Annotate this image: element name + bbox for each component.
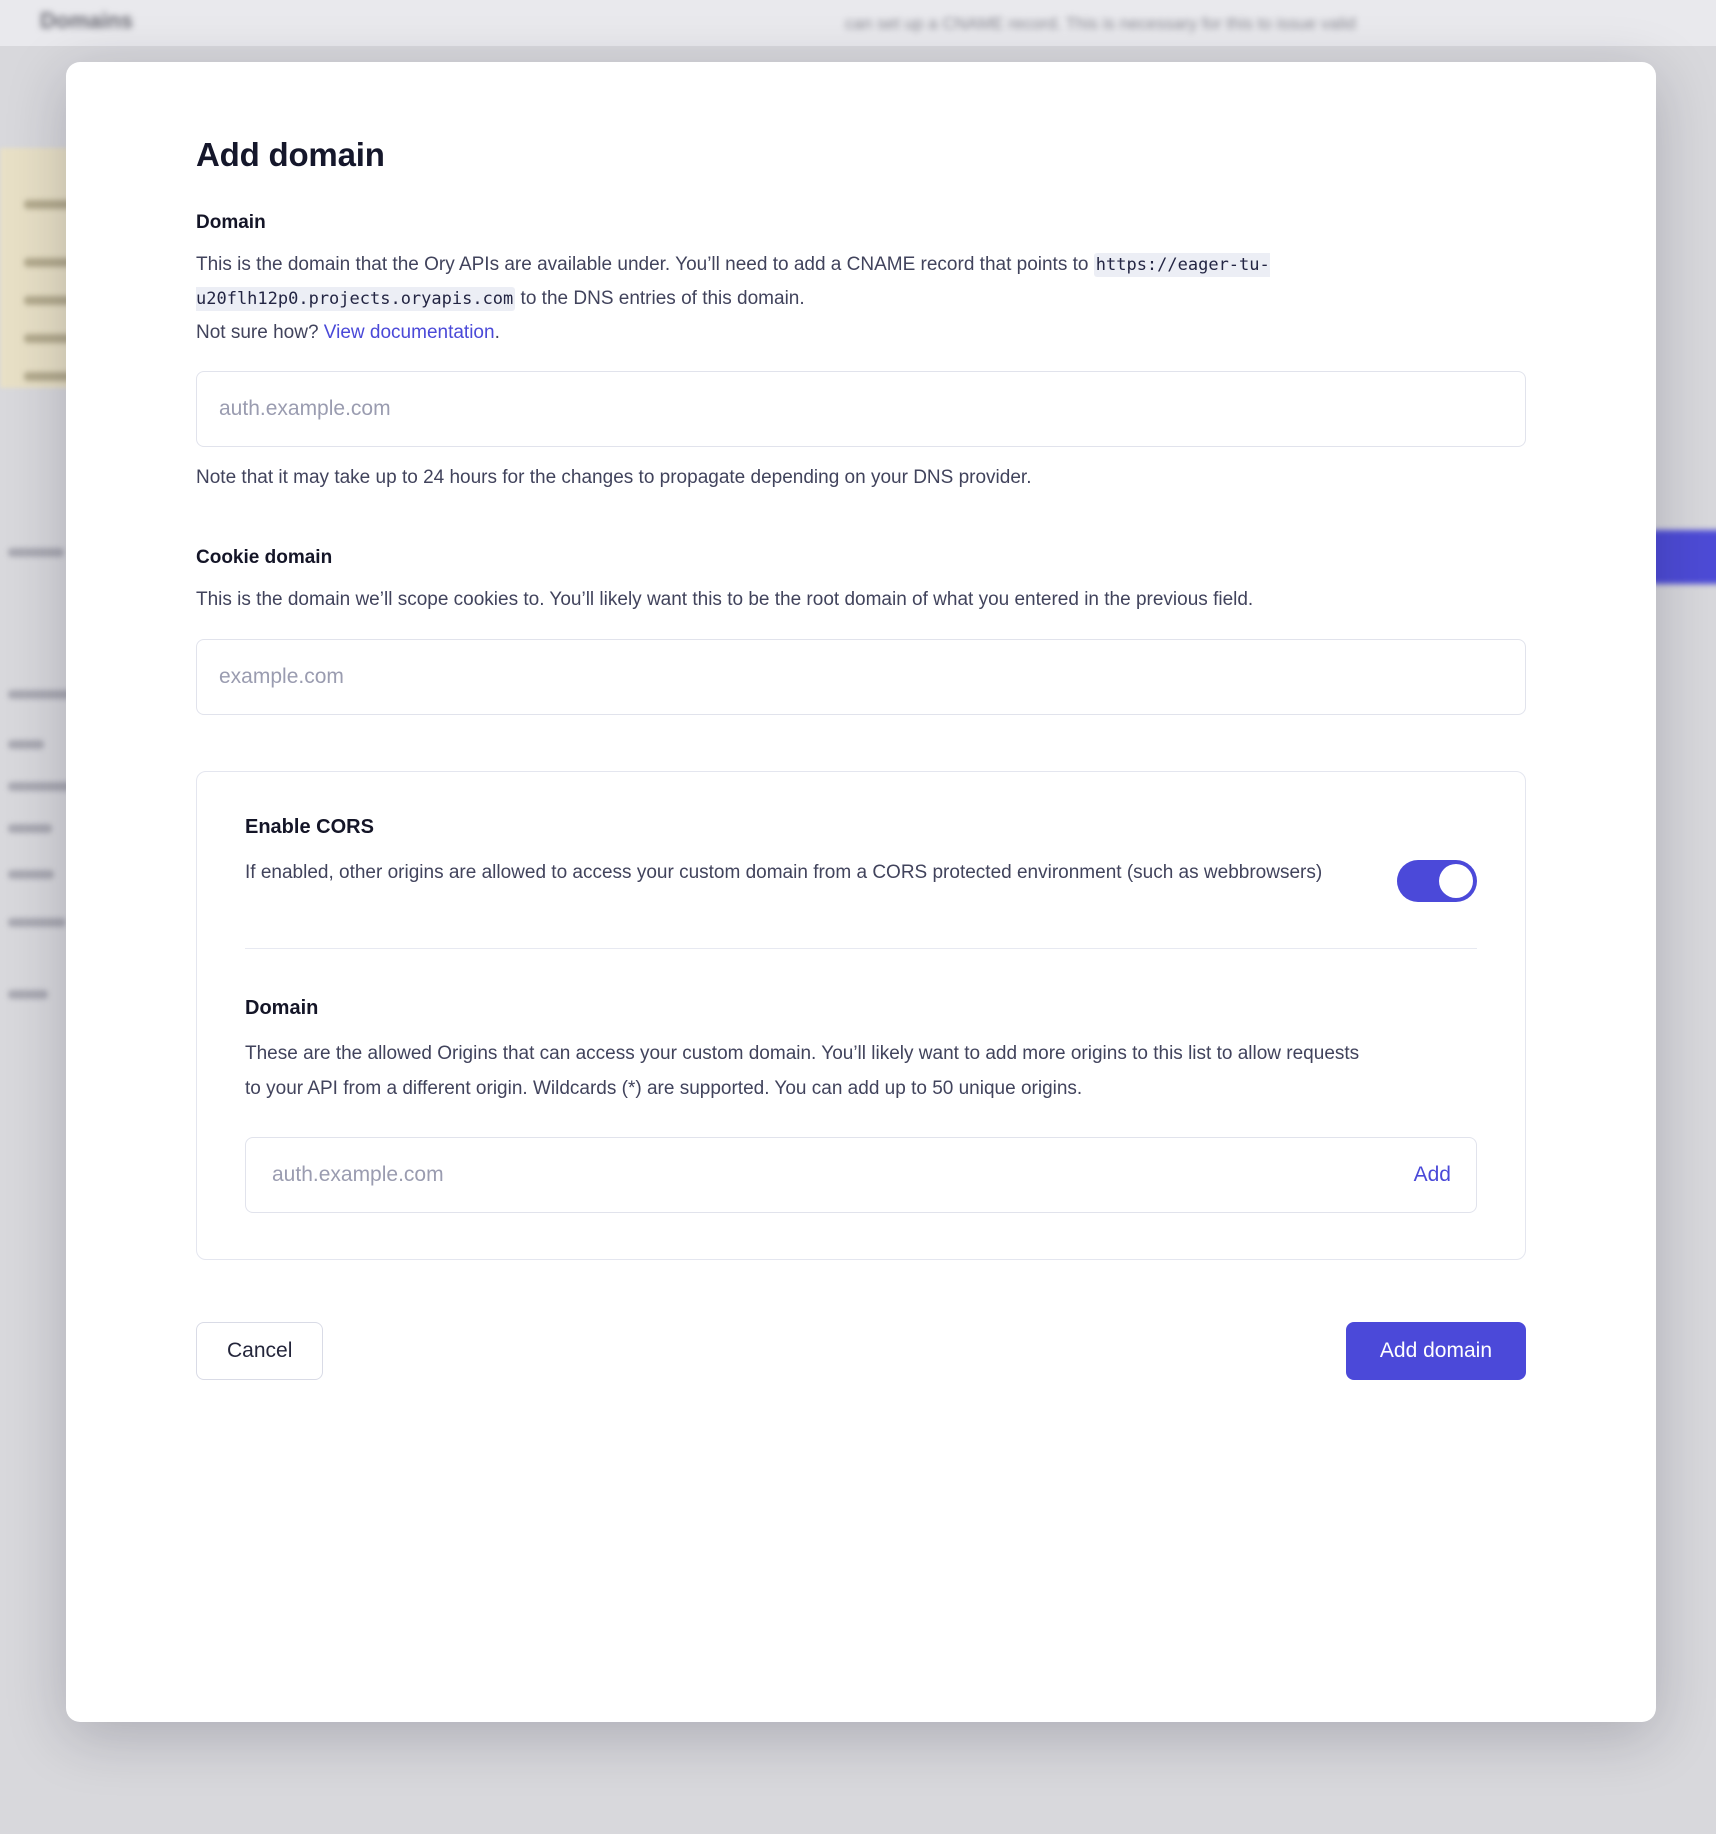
origins-description: These are the allowed Origins that can access your custom domain. You’ll likely want to add more origins to this list to allow requests to your API from a different origin. Wildcards (*) are supported. You can add up to 50 unique origins. xyxy=(245,1043,1360,1100)
origin-input[interactable] xyxy=(245,1137,1477,1213)
add-domain-button[interactable]: Add domain xyxy=(1346,1322,1526,1380)
cookie-domain-field-group xyxy=(196,547,1526,715)
backdrop-decor-line xyxy=(8,824,52,833)
cancel-button[interactable]: Cancel xyxy=(196,1322,323,1380)
domain-input[interactable] xyxy=(196,371,1526,447)
domain-field-group xyxy=(196,212,1526,489)
enable-cors-label: Enable CORS xyxy=(245,816,374,839)
domain-helper-text: Note that it may take up to 24 hours for the changes to propagate depending on your DNS provider. xyxy=(196,467,1032,489)
backdrop-decor-line xyxy=(8,740,44,749)
view-documentation-link[interactable]: View documentation xyxy=(323,321,495,343)
backdrop-decor-line xyxy=(8,918,66,927)
backdrop-page-title: Domains xyxy=(40,8,133,33)
cookie-domain-label: Cookie domain xyxy=(196,547,333,569)
add-origin-button[interactable]: Add xyxy=(1413,1162,1451,1186)
backdrop-decor-line xyxy=(8,548,64,557)
domain-description-part2: to the DNS entries of this domain. xyxy=(515,287,805,309)
add-domain-modal xyxy=(66,62,1656,1722)
not-sure-how-text: Not sure how? xyxy=(196,321,324,343)
modal-title: Add domain xyxy=(196,136,385,173)
backdrop-decor-line xyxy=(8,870,54,879)
backdrop-decor-line xyxy=(8,990,48,999)
backdrop-note-text: can set up a CNAME record. This is necessary for this to issue valid xyxy=(845,14,1356,33)
backdrop-primary-button xyxy=(1648,530,1716,584)
enable-cors-description: If enabled, other origins are allowed to access your custom domain from a CORS protected environment (such as webbrowsers) xyxy=(245,862,1323,884)
toggle-knob-icon xyxy=(1439,864,1473,898)
domain-label: Domain xyxy=(196,212,266,233)
cname-target-code: https://eager-tu-u20flh12p0.projects.oryapis.com xyxy=(196,255,1270,309)
allowed-origins-group xyxy=(245,997,1477,1212)
cookie-domain-description: This is the domain we’ll scope cookies to. You’ll likely want this to be the root domain of what you entered in the previous field. xyxy=(196,589,1254,611)
doc-link-suffix: . xyxy=(494,321,500,343)
modal-footer xyxy=(196,1322,1526,1420)
domain-description xyxy=(196,248,1526,349)
enable-cors-toggle[interactable] xyxy=(1397,860,1477,902)
cookie-domain-input[interactable] xyxy=(196,639,1526,715)
card-divider xyxy=(245,948,1477,949)
domain-description-part1: This is the domain that the Ory APIs are available under. You’ll need to add a CNAME record that points to xyxy=(196,254,1094,275)
origins-label: Domain xyxy=(245,997,319,1020)
cors-card xyxy=(196,771,1526,1259)
